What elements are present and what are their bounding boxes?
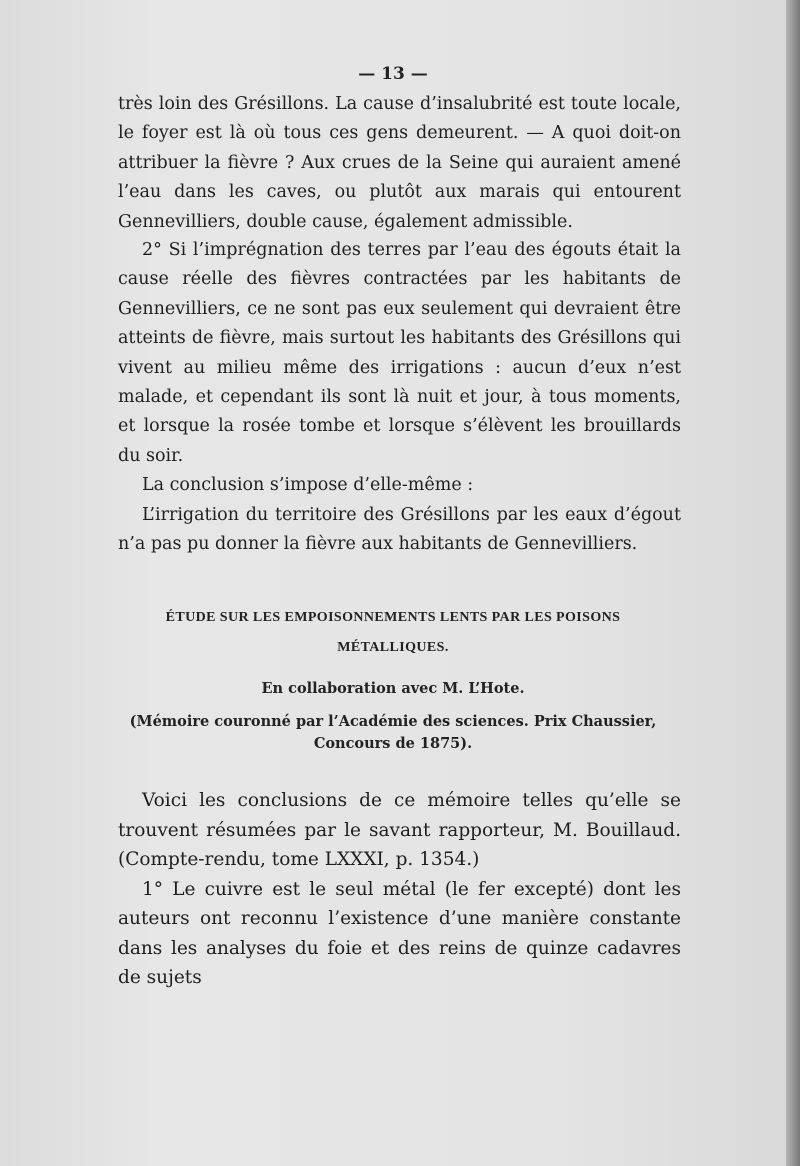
section-title: MÉTALLIQUES. bbox=[337, 640, 449, 655]
body-text-middle bbox=[118, 236, 681, 559]
paragraph: 2° Si l’imprégnation des terres par l’eau des égouts était la cause réelle des fièvres contractées par les habitants de Gennevilliers, ce ne sont pas eux seulement qui devraient être atteints de fièvre, mais surtout les habitants des Grésillons qui vivent au milieu même des irrigations : aucun d’eux n’est malade, et cependant ils sont là nuit et jour, à tous moments, et lorsque la rosée tombe et lorsque s’élèvent les brouillards du soir. bbox=[118, 240, 681, 466]
memoire-note: Concours de 1875). bbox=[313, 735, 473, 752]
page-number: — 13 — bbox=[358, 64, 428, 84]
page-edge-shadow bbox=[786, 0, 800, 1166]
body-text-bottom bbox=[118, 786, 681, 993]
collaboration-note: En collaboration avec M. L’Hote. bbox=[261, 680, 525, 697]
paragraph: Voici les conclusions de ce mémoire telles qu’elle se trouvent résumées par le savant rapporteur, M. Bouillaud. (Compte-rendu, tome LXXXI, p. 1354.) bbox=[118, 790, 681, 870]
section-title: ÉTUDE SUR LES EMPOISONNEMENTS LENTS PAR LES POISONS bbox=[165, 610, 621, 625]
body-text-top bbox=[118, 90, 681, 237]
paragraph: très loin des Grésillons. La cause d’insalubrité est toute locale, le foyer est là où tous ces gens demeurent. — A quoi doit-on attribuer la fièvre ? Aux crues de la Seine qui auraient amené l’eau dans les caves, ou plutôt aux marais qui entourent Gennevilliers, double cause, également admissible. bbox=[118, 94, 681, 232]
memoire-note: (Mémoire couronné par l’Académie des sciences. Prix Chaussier, bbox=[129, 713, 657, 730]
paragraph: La conclusion s’impose d’elle-même : bbox=[142, 475, 474, 496]
paragraph: L’irrigation du territoire des Grésillons par les eaux d’égout n’a pas pu donner la fièvre aux habitants de Gennevilliers. bbox=[118, 504, 681, 555]
paragraph: 1° Le cuivre est le seul métal (le fer excepté) dont les auteurs ont reconnu l’existence d’une manière constante dans les analyses du foie et des reins de quinze cadavres de sujets bbox=[118, 878, 681, 988]
